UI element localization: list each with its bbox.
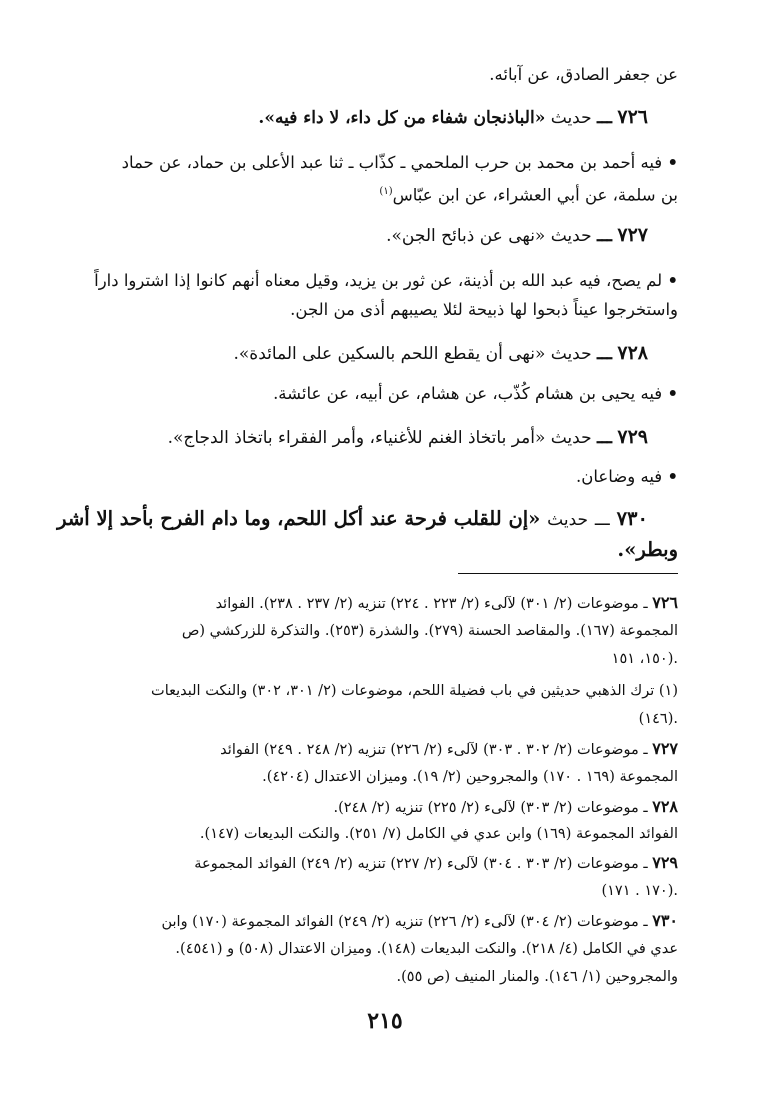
hadith-dash: ـــ <box>597 226 612 246</box>
footnote-727-line1 <box>220 738 678 761</box>
commentary-text: لم يصح، فيه عبد الله بن أذينة، عن ثور بن يزيد، وقيل معناه أنهم كانوا إذا اشتروا داراً <box>94 271 663 290</box>
footnote-ref[interactable]: (١) <box>379 186 393 197</box>
footnote-text: ـ موضوعات (٢/ ٣٠٢ . ٣٠٣) لآلىء (٢/ ٢٢٦) تنزيه (٢/ ٢٤٨ . ٢٤٩) الفوائد <box>220 742 648 758</box>
commentary-727-line1 <box>94 269 678 293</box>
hadith-text: «إن للقلب فرحة عند أكل اللحم، وما دام الفرح بأحد إلا أشر <box>57 507 541 530</box>
hadith-heading-729 <box>168 424 648 451</box>
text-line-continuation: عن جعفر الصادق، عن آبائه. <box>489 65 678 84</box>
footnote-729-line1 <box>194 852 678 875</box>
footnote-number: ٧٢٩ <box>652 853 678 872</box>
hadith-heading-730-line2: وبطر». <box>617 538 678 561</box>
commentary-727-line2: واستخرجوا عيناً ذبحوا لها ذبيحة لئلا يصيبهم أذى من الجن. <box>290 300 678 319</box>
commentary-text: فيه يحيى بن هشام كُذّب، عن هشام، عن أبيه، عن عائشة. <box>273 384 663 403</box>
footnote-728-line2: الفوائد المجموعة (١٦٩) وابن عدي في الكامل (٧/ ٢٥١). والنكت البديعات (١٤٧). <box>199 826 678 842</box>
footnote-726-line2: المجموعة (١٦٧). والمقاصد الحسنة (٢٧٩). والشذرة (٢٥٣). والتذكرة للزركشي (ص <box>181 623 678 639</box>
commentary-729 <box>576 465 678 489</box>
footnote-729-line2: (١٧٠ . ١٧١). <box>601 883 678 899</box>
hadith-number: ٧٣٠ <box>616 507 648 530</box>
hadith-number: ٧٢٧ <box>617 224 648 246</box>
hadith-text: حديث «نهى عن ذبائح الجن». <box>386 226 592 246</box>
footnote-separator <box>458 573 678 574</box>
hadith-heading-730-line1 <box>57 504 648 535</box>
footnote-727-line2: المجموعة (١٦٩ . ١٧٠) والمجروحين (٢/ ١٩). وميزان الاعتدال (٤٢٠٤). <box>262 769 678 785</box>
footnote-text: ـ موضوعات (٢/ ٣٠٣) لآلىء (٢/ ٢٢٥) تنزيه (٢/ ٢٤٨). <box>333 800 648 816</box>
commentary-726-line1 <box>122 151 678 175</box>
footnote-728-line1 <box>334 796 678 819</box>
hadith-heading-726 <box>258 104 648 131</box>
bullet-icon: • <box>667 271 678 290</box>
hadith-heading-728 <box>234 340 649 367</box>
hadith-text: «الباذنجان شفاء من كل داء، لا داء فيه». <box>258 108 546 128</box>
footnote-text: ـ موضوعات (٢/ ٣٠١) لآلىء (٢/ ٢٢٣ . ٢٢٤) تنزيه (٢/ ٢٣٧ . ٢٣٨). الفوائد <box>215 596 648 612</box>
hadith-heading-727 <box>386 222 648 249</box>
hadith-dash: ـــ <box>597 428 612 448</box>
bullet-icon: • <box>667 153 678 172</box>
footnote-726-line3: ١٥٠، ١٥١). <box>611 651 678 667</box>
commentary-726-line2 <box>379 180 678 208</box>
hadith-number: ٧٢٨ <box>617 342 648 364</box>
footnote-number: ٧٢٨ <box>652 797 678 816</box>
footnote-number: ٧٢٦ <box>652 593 678 612</box>
hadith-dash: ـــ <box>594 510 610 530</box>
commentary-text: فيه وضاعان. <box>576 467 663 486</box>
hadith-dash: ـــ <box>597 108 612 128</box>
commentary-text: بن سلمة، عن أبي العشراء، عن ابن عبّاس <box>392 185 678 205</box>
hadith-label: حديث <box>550 108 592 128</box>
footnote-number: ٧٣٠ <box>652 911 678 930</box>
footnote-730-line3: والمجروحين (١/ ١٤٦). والمنار المنيف (ص ٥٥). <box>396 969 678 985</box>
hadith-text: حديث «أمر باتخاذ الغنم للأغنياء، وأمر الفقراء باتخاذ الدجاج». <box>167 428 592 448</box>
hadith-number: ٧٢٩ <box>617 426 648 448</box>
footnote-1-line1: (١) ترك الذهبي حديثين في باب فضيلة اللحم، موضوعات (٢/ ٣٠١، ٣٠٢) والنكت البديعات <box>151 683 678 699</box>
footnote-number: ٧٢٧ <box>652 739 678 758</box>
hadith-text: حديث «نهى أن يقطع اللحم بالسكين على المائدة». <box>233 344 592 364</box>
bullet-icon: • <box>667 384 678 403</box>
footnote-726-line1 <box>216 592 678 615</box>
hadith-dash: ـــ <box>597 344 612 364</box>
hadith-number: ٧٢٦ <box>617 106 648 128</box>
footnote-730-line1 <box>161 910 678 933</box>
bullet-icon: • <box>667 467 678 486</box>
hadith-label: حديث <box>547 510 589 530</box>
page-number: ٢١٥ <box>367 1008 403 1034</box>
footnote-text: ـ موضوعات (٢/ ٣٠٣ . ٣٠٤) لآلىء (٢/ ٢٢٧) تنزيه (٢/ ٢٤٩) الفوائد المجموعة <box>194 856 648 872</box>
footnote-730-line2: عدي في الكامل (٤/ ٢١٨). والنكت البديعات (١٤٨). وميزان الاعتدال (٥٠٨) و (٤٥٤١). <box>175 941 678 957</box>
commentary-728 <box>273 382 678 406</box>
commentary-text: فيه أحمد بن محمد بن حرب الملحمي ـ كذّاب ـ ثنا عبد الأعلى بن حماد، عن حماد <box>121 153 663 172</box>
footnote-text: ـ موضوعات (٢/ ٣٠٤) لآلىء (٢/ ٢٢٦) تنزيه (٢/ ٢٤٩) الفوائد المجموعة (١٧٠) وابن <box>161 914 648 930</box>
footnote-1-line2: (١٤٦). <box>638 711 678 727</box>
